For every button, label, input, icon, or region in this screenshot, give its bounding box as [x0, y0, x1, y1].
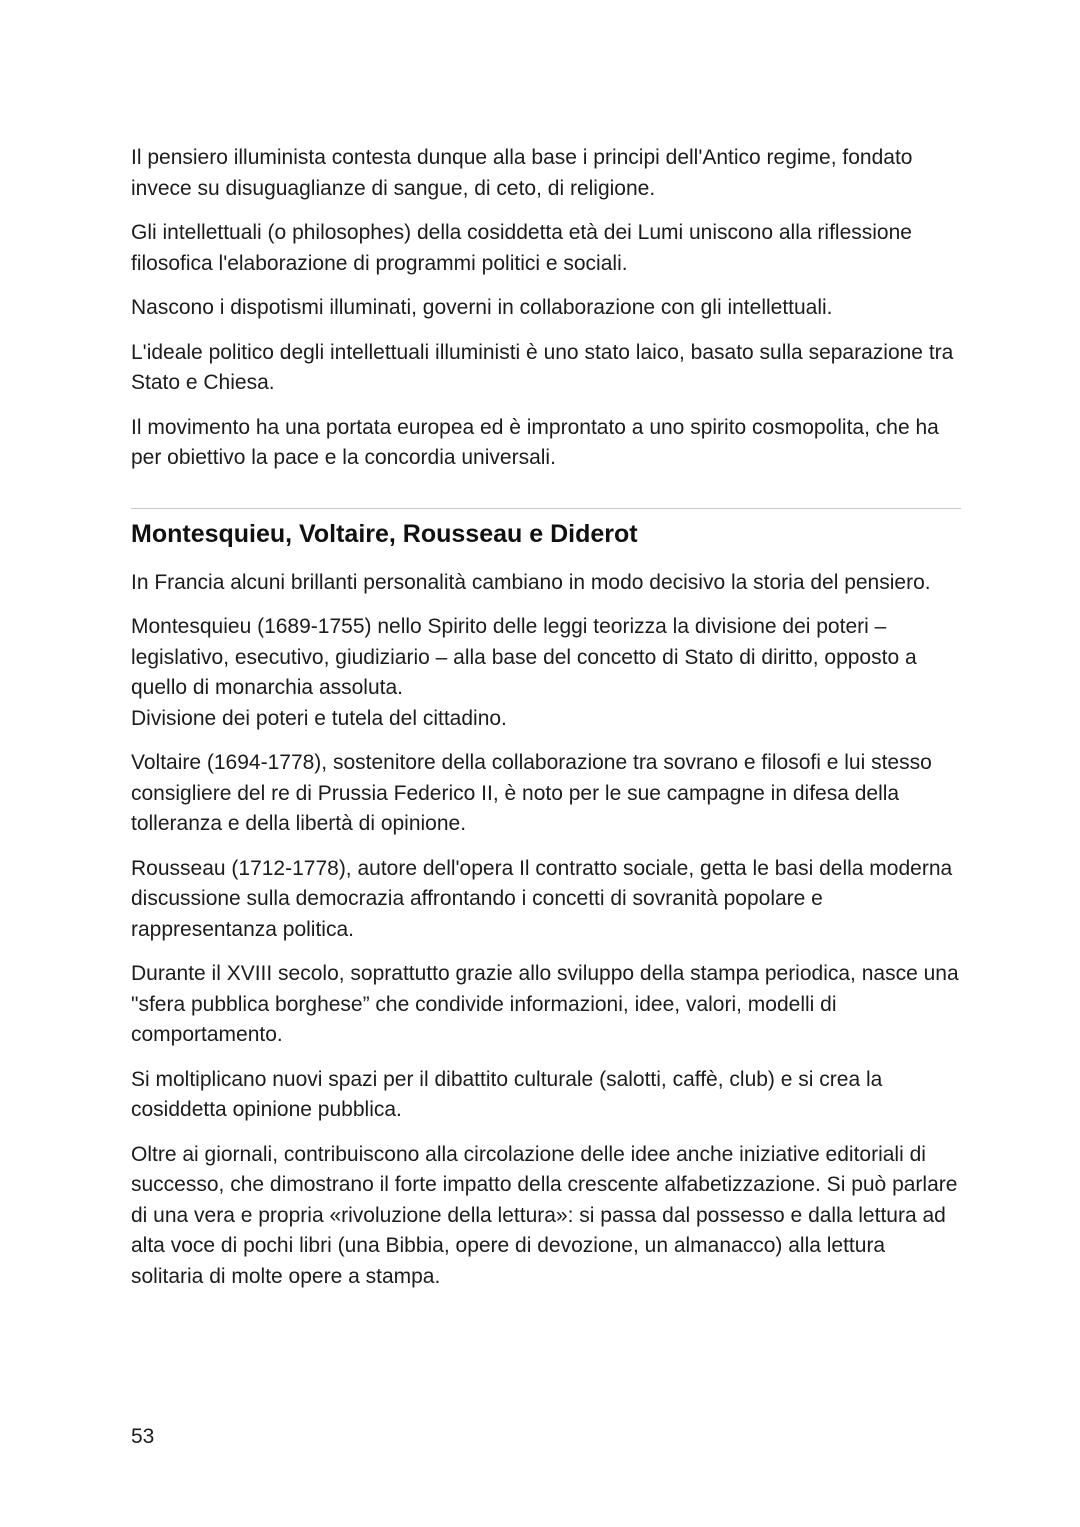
intro-paragraph-5: Il movimento ha una portata europea ed è improntato a uno spirito cosmopolita, che ha per obiettivo la pace e la concordia universali.	[131, 415, 939, 469]
section-heading: Montesquieu, Voltaire, Rousseau e Diderot	[131, 519, 638, 548]
section-paragraph-3: Voltaire (1694-1778), sostenitore della collaborazione tra sovrano e filosofi e lui stesso consigliere del re di Prussia Federico II, è noto per le sue campagne in difesa della tolleranza e della libertà di opinione.	[131, 751, 932, 835]
intro-paragraph-2: Gli intellettuali (o philosophes) della cosiddetta età dei Lumi uniscono alla riflessione filosofica l'elaborazione di programmi politici e sociali.	[131, 221, 912, 275]
section-paragraph-2: Montesquieu (1689-1755) nello Spirito delle leggi teorizza la divisione dei poteri – legislativo, esecutivo, giudiziario – alla base del concetto di Stato di diritto, opposto a quello di monarchia assoluta. Divisione dei poteri e tutela del cittadino.	[131, 615, 917, 730]
page-number: 53	[131, 1425, 155, 1448]
intro-paragraph-3: Nascono i dispotismi illuminati, governi in collaborazione con gli intellettuali.	[131, 296, 833, 319]
page-content	[131, 143, 961, 1306]
section-paragraph-7: Oltre ai giornali, contribuiscono alla circolazione delle idee anche iniziative editoriali di successo, che dimostrano il forte impatto della crescente alfabetizzazione. Si può parlare di una vera e propria «rivoluzione della lettura»: si passa dal possesso e dalla lettura ad alta voce di pochi libri (una Bibbia, opere di devozione, un almanacco) alla lettura solitaria di molte opere a stampa.	[131, 1142, 958, 1288]
section-divider	[131, 508, 961, 509]
intro-paragraph-1: Il pensiero illuminista contesta dunque alla base i principi dell'Antico regime, fondato invece su disuguaglianze di sangue, di ceto, di religione.	[131, 146, 913, 200]
section-paragraph-5: Durante il XVIII secolo, soprattutto grazie allo sviluppo della stampa periodica, nasce una "sfera pubblica borghese” che condivide informazioni, idee, valori, modelli di comportamento.	[131, 962, 959, 1046]
intro-paragraph-4: L'ideale politico degli intellettuali illuministi è uno stato laico, basato sulla separazione tra Stato e Chiesa.	[131, 340, 954, 394]
section-paragraph-1: In Francia alcuni brillanti personalità cambiano in modo decisivo la storia del pensiero.	[131, 570, 931, 594]
section-paragraph-4: Rousseau (1712-1778), autore dell'opera Il contratto sociale, getta le basi della moderna discussione sulla democrazia affrontando i concetti di sovranità popolare e rappresentanza politica.	[131, 856, 953, 941]
section-paragraph-6: Si moltiplicano nuovi spazi per il dibattito culturale (salotti, caffè, club) e si crea la cosiddetta opinione pubblica.	[131, 1067, 883, 1121]
